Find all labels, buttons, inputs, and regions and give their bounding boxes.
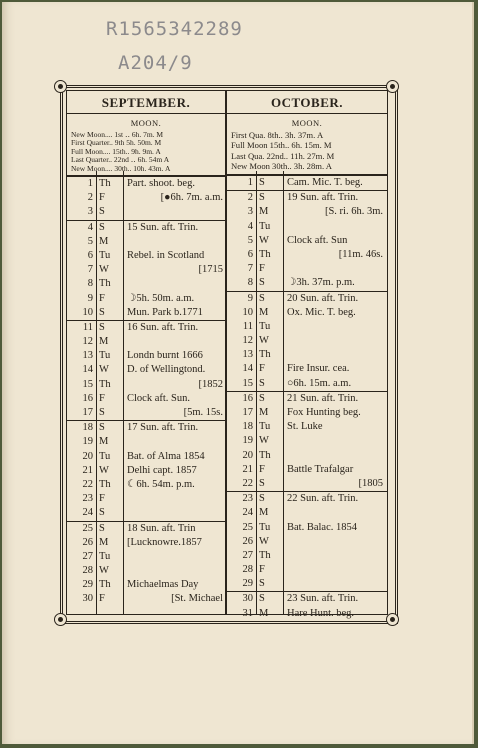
day-number: 28 [82,565,93,577]
day-number: 16 [82,392,93,404]
day-row [67,478,225,492]
weekday: S [259,477,265,489]
day-number: 12 [82,336,93,348]
weekday: S [259,177,265,188]
day-event: Ox. Mic. T. beg. [287,306,356,318]
day-number: 7 [87,264,93,276]
day-row [67,536,225,550]
day-number: 13 [242,349,253,361]
day-event: Bat. of Alma 1854 [127,450,205,462]
day-number: 10 [242,306,253,318]
day-event: Rebel. in Scotland [127,249,205,261]
day-row [67,450,225,464]
day-row [67,205,225,219]
october-title: OCTOBER. [227,91,387,114]
day-row [227,591,387,606]
day-number: 27 [82,550,93,562]
day-number: 15 [82,378,93,390]
day-row [227,234,387,248]
day-row [67,220,225,235]
weekday: Th [99,378,111,390]
day-row [67,392,225,406]
day-row [227,391,387,406]
day-row [67,349,225,363]
weekday: W [99,364,109,376]
weekday: W [259,335,269,347]
day-number: 24 [82,507,93,519]
day-row [227,348,387,362]
weekday: Tu [259,320,271,332]
day-event: Clock aft. Sun. [127,392,190,404]
day-event: Bat. Balac. 1854 [287,521,357,533]
day-number: 17 [82,407,93,418]
day-number: 2 [87,192,93,204]
day-row [227,549,387,563]
moon-phase-line: Last Qua. 22nd.. 11h. 27m. M [231,150,335,161]
weekday: W [259,234,269,246]
weekday: S [259,192,265,204]
day-number: 23 [242,493,253,505]
day-event: Mun. Park b.1771 [127,306,203,318]
weekday: S [99,221,105,233]
day-row [227,506,387,520]
weekday: Th [99,278,111,290]
moon-phase-line: Full Moon.... 15th.. 9h. 9m. A [71,146,161,156]
day-event: 16 Sun. aft. Trin. [127,321,199,333]
day-number: 6 [87,249,93,261]
day-row [67,292,225,306]
october-column [227,91,387,619]
weekday: S [99,522,105,534]
day-event: 22 Sun. aft. Trin. [287,493,359,505]
day-row [67,277,225,291]
day-event: [1805 [358,477,383,489]
day-row [227,306,387,320]
day-number: 3 [87,206,93,218]
day-row [67,464,225,478]
day-row [227,291,387,306]
weekday: Th [259,549,271,561]
day-event: 20 Sun. aft. Trin. [287,292,359,304]
day-row [227,176,387,190]
day-number: 29 [82,579,93,591]
weekday: W [259,535,269,547]
day-row [67,435,225,449]
day-row [67,420,225,435]
weekday: S [259,493,265,505]
day-row [227,563,387,577]
weekday: Th [99,478,111,490]
day-row [67,550,225,564]
day-row [227,463,387,477]
september-moon-phases [67,119,225,177]
handwritten-catalog-number: R1565342289 [106,18,243,40]
day-event: Fox Hunting beg. [287,407,361,418]
day-event: Battle Trafalgar [287,463,354,475]
day-number: 11 [242,320,253,332]
moon-phase-line: New Moon 30th.. 3h. 28m. A [231,161,332,171]
day-number: 7 [247,263,253,275]
day-row [67,306,225,320]
day-row [67,249,225,263]
day-row [227,276,387,290]
weekday: Tu [99,550,111,562]
day-number: 3 [247,206,253,218]
weekday: F [259,263,265,275]
day-row [227,491,387,506]
weekday: S [99,206,105,218]
day-row [67,506,225,520]
weekday: M [259,507,269,519]
day-number: 26 [242,535,253,547]
day-row [67,320,225,335]
weekday: Th [259,248,271,260]
day-row [67,564,225,578]
day-number: 21 [242,463,253,475]
day-row [67,263,225,277]
day-number: 31 [242,607,253,619]
day-row [67,521,225,536]
day-event: ☽5h. 50m. a.m. [127,292,195,304]
day-event: Hare Hunt. beg. [287,607,355,619]
day-number: 6 [247,248,253,260]
day-number: 26 [82,536,93,548]
day-number: 22 [82,478,93,490]
weekday: M [99,235,109,247]
day-event: [11m. 46s. [338,248,383,260]
day-row [227,607,387,621]
weekday: S [259,593,265,605]
day-number: 18 [242,421,253,433]
day-row [227,477,387,491]
day-event: [1852 [198,378,223,390]
day-number: 22 [242,477,253,489]
moon-heading: MOON. [130,118,162,128]
weekday: M [259,306,269,318]
day-event: 23 Sun. aft. Trin. [287,593,359,605]
day-number: 9 [247,292,253,304]
day-event: St. Luke [287,421,323,433]
october-days [227,176,387,621]
day-number: 12 [242,335,253,347]
weekday: S [259,578,265,590]
day-event: Fire Insur. cea. [287,363,350,375]
day-number: 14 [82,364,93,376]
day-row [227,577,387,591]
weekday: F [99,593,105,605]
weekday: Tu [259,521,271,533]
weekday: W [259,435,269,447]
day-row [227,320,387,334]
day-event: [St. Michael [171,593,223,605]
day-event: [●6h. 7m. a.m. [160,192,223,204]
day-row [227,190,387,205]
day-row [227,406,387,420]
weekday: F [99,493,105,505]
day-row [67,492,225,506]
day-number: 10 [82,306,93,318]
day-number: 24 [242,507,253,519]
day-number: 21 [82,464,93,476]
day-event: 21 Sun. aft. Trin. [287,392,359,404]
day-row [67,335,225,349]
day-number: 30 [82,593,93,605]
day-row [227,449,387,463]
weekday: S [259,277,265,289]
day-number: 25 [242,521,253,533]
day-row [67,406,225,420]
weekday: Th [99,178,111,189]
weekday: S [99,407,105,418]
day-number: 5 [87,235,93,247]
day-event: Delhi capt. 1857 [127,464,197,476]
october-moon-phases [227,118,387,176]
day-row [67,592,225,606]
day-event: ☽3h. 37m. p.m. [287,277,355,289]
day-event: 19 Sun. aft. Trin. [287,192,359,204]
day-row [227,362,387,376]
september-days [67,177,225,607]
moon-phase-line: Last Quarter.. 22nd ‥ 6h. 54m A [71,155,170,165]
day-number: 28 [242,564,253,576]
day-row [227,377,387,391]
weekday: S [99,422,105,434]
weekday: F [99,392,105,404]
day-number: 25 [82,522,93,534]
day-event: 18 Sun. aft. Trin [127,522,196,534]
day-event: Cam. Mic. T. beg. [287,177,363,188]
day-event: Part. shoot. beg. [127,178,195,189]
day-event: Londn burnt 1666 [127,350,203,362]
day-event: D. of Wellingtond. [127,364,206,376]
day-number: 4 [87,221,93,233]
handwritten-shelf-mark: A204/9 [118,52,193,74]
moon-phase-line: Full Moon 15th.. 6h. 15m. M [231,140,332,150]
day-number: 20 [242,449,253,461]
day-row [227,535,387,549]
day-number: 11 [82,321,93,333]
day-row [67,177,225,191]
day-number: 5 [247,234,253,246]
moon-phase-line: First Quarter.. 9th 5h. 50m. M [71,138,162,148]
day-number: 1 [87,178,93,189]
day-event: [Lucknowre.1857 [127,536,202,548]
weekday: S [99,321,105,333]
day-row [67,235,225,249]
moon-phase-line: First Qua. 8th.. 3h. 37m. A [231,129,324,140]
day-number: 17 [242,407,253,418]
weekday: S [99,507,105,519]
day-event: [S. ri. 6h. 3m. [324,206,383,218]
weekday: Tu [99,249,111,261]
weekday: M [259,607,269,619]
calendar-table [66,90,388,619]
day-event: Clock aft. Sun [287,234,348,246]
day-number: 30 [242,593,253,605]
day-event: 17 Sun. aft. Trin. [127,422,199,434]
moon-phase-line: New Moon.... 1st ‥ 6h. 7m. M [71,129,164,139]
day-number: 20 [82,450,93,462]
day-row [227,521,387,535]
weekday: S [259,292,265,304]
day-row [227,434,387,448]
day-row [67,578,225,592]
day-event: ☾6h. 54m. p.m. [127,478,195,490]
day-number: 1 [247,177,253,188]
weekday: F [99,292,105,304]
weekday: M [99,336,109,348]
day-number: 14 [242,363,253,375]
day-number: 19 [242,435,253,447]
day-number: 8 [247,277,253,289]
day-row [227,420,387,434]
weekday: W [99,264,109,276]
day-number: 27 [242,549,253,561]
weekday: F [259,463,265,475]
weekday: W [99,565,109,577]
day-number: 4 [247,220,253,232]
day-number: 16 [242,392,253,404]
day-number: 15 [242,377,253,389]
day-number: 19 [82,436,93,448]
weekday: M [99,536,109,548]
day-number: 13 [82,350,93,362]
moon-heading: MOON. [291,118,323,128]
weekday: F [99,192,105,204]
day-number: 8 [87,278,93,290]
day-row [67,378,225,392]
weekday: Tu [99,450,111,462]
weekday: M [99,436,109,448]
day-row [227,205,387,219]
day-row [67,363,225,377]
weekday: Th [259,449,271,461]
day-number: 18 [82,422,93,434]
day-row [227,262,387,276]
weekday: S [99,306,105,318]
day-row [227,248,387,262]
weekday: Th [259,349,271,361]
september-title: SEPTEMBER. [67,91,225,114]
day-event: Michaelmas Day [127,579,199,591]
day-event: [1715 [198,264,223,276]
day-number: 2 [247,192,253,204]
day-number: 29 [242,578,253,590]
weekday: Tu [99,350,111,362]
weekday: S [259,377,265,389]
weekday: F [259,564,265,576]
weekday: Tu [259,421,271,433]
weekday: F [259,363,265,375]
moon-phase-line: New Moon.... 30th.. 10h. 43m. A [71,163,171,173]
september-column [67,91,227,614]
day-row [227,220,387,234]
weekday: M [259,206,269,218]
day-event: [5m. 15s. [183,407,223,418]
day-row [67,191,225,205]
weekday: Th [99,579,111,591]
day-row [227,334,387,348]
day-number: 23 [82,493,93,505]
weekday: M [259,407,269,418]
day-number: 9 [87,292,93,304]
day-event: 15 Sun. aft. Trin. [127,221,199,233]
weekday: Tu [259,220,271,232]
weekday: S [259,392,265,404]
weekday: W [99,464,109,476]
day-event: ○6h. 15m. a.m. [287,377,352,389]
